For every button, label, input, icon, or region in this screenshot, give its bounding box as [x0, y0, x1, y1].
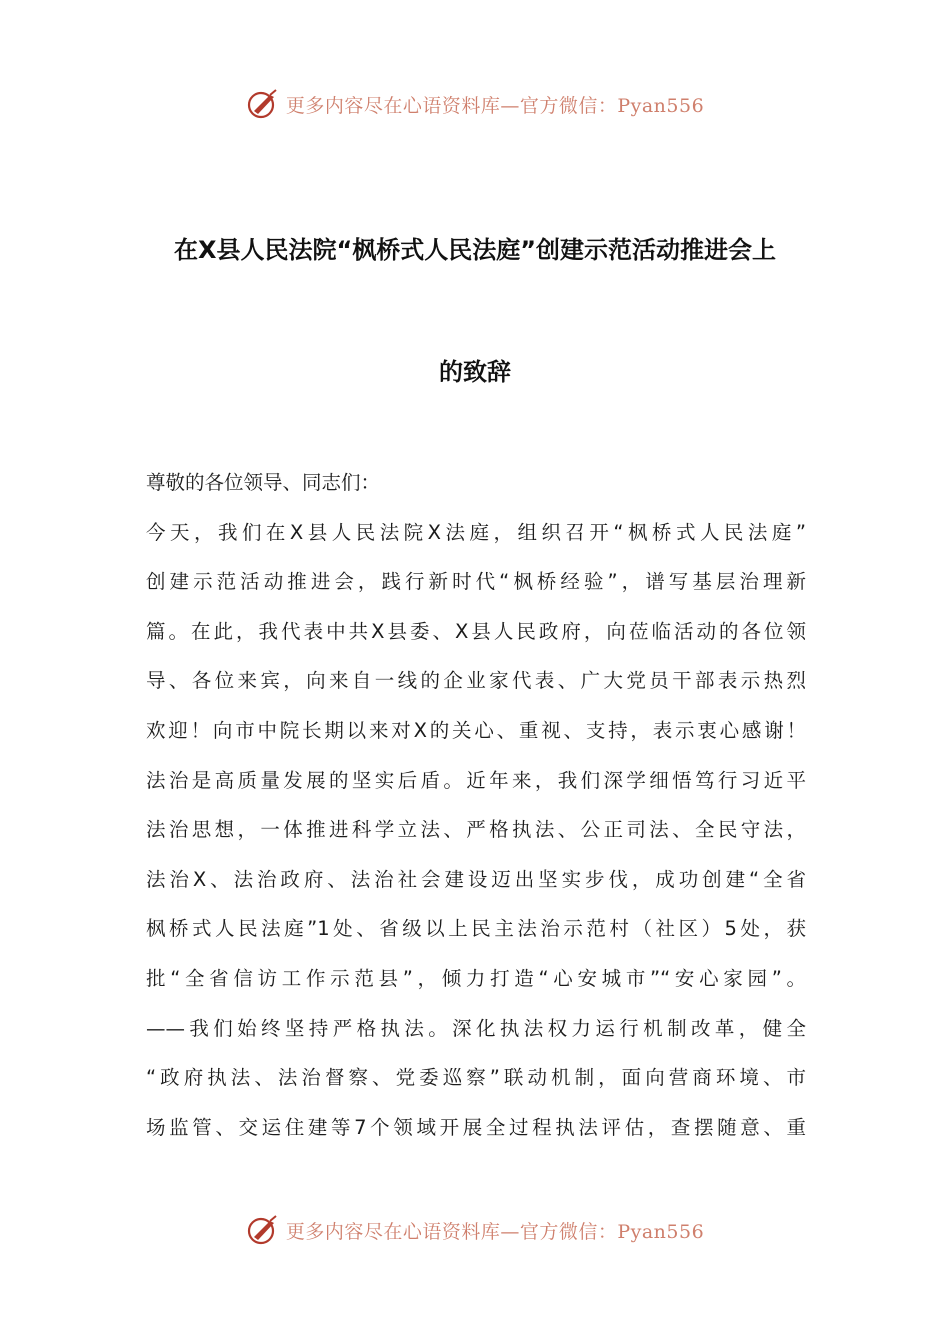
body-line: 枫桥式人民法庭”1处、省级以上民主法治示范村（社区）5处，获: [146, 917, 806, 941]
speech-body: [146, 468, 806, 1162]
body-line: 篇。在此，我代表中共X县委、X县人民政府，向莅临活动的各位领: [146, 619, 806, 643]
body-line: “政府执法、法治督察、党委巡察”联动机制，面向营商环境、市: [146, 1066, 806, 1090]
watermark-text: 更多内容尽在心语资料库—官方微信：Pyan556: [285, 1220, 705, 1243]
body-line: 创建示范活动推进会，践行新时代“枫桥经验”，谱写基层治理新: [146, 570, 806, 594]
body-line: 法治是高质量发展的坚实后盾。近年来，我们深学细悟笃行习近平: [146, 768, 806, 792]
body-line: 欢迎！向市中院长期以来对X的关心、重视、支持，表示衷心感谢！: [146, 718, 806, 742]
watermark-text: 更多内容尽在心语资料库—官方微信：Pyan556: [285, 94, 705, 117]
pen-in-circle-icon: [246, 87, 280, 121]
header-watermark: [0, 84, 950, 124]
salutation-line: 尊敬的各位领导、同志们：: [146, 471, 381, 494]
body-line: 导、各位来宾，向来自一线的企业家代表、广大党员干部表示热烈: [146, 669, 806, 693]
body-line: ——我们始终坚持严格执法。深化执法权力运行机制改革，健全: [146, 1016, 806, 1040]
document-title-line-1: 在X县人民法院“枫桥式人民法庭”创建示范活动推进会上: [173, 236, 777, 264]
body-line: 法治X、法治政府、法治社会建设迈出坚实步伐，成功创建“全省: [146, 867, 806, 891]
pen-in-circle-icon: [246, 1213, 280, 1247]
body-line: 法治思想，一体推进科学立法、严格执法、公正司法、全民守法，: [146, 818, 806, 842]
body-line: 批“全省信访工作示范县”，倾力打造“心安城市”“安心家园”。: [146, 966, 806, 990]
body-line: 场监管、交运住建等7个领域开展全过程执法评估，查摆随意、重: [146, 1115, 806, 1139]
body-line: 今天，我们在X县人民法院X法庭，组织召开“枫桥式人民法庭”: [146, 520, 806, 544]
document-title-line-2: 的致辞: [439, 358, 511, 386]
footer-watermark: [0, 1210, 950, 1250]
